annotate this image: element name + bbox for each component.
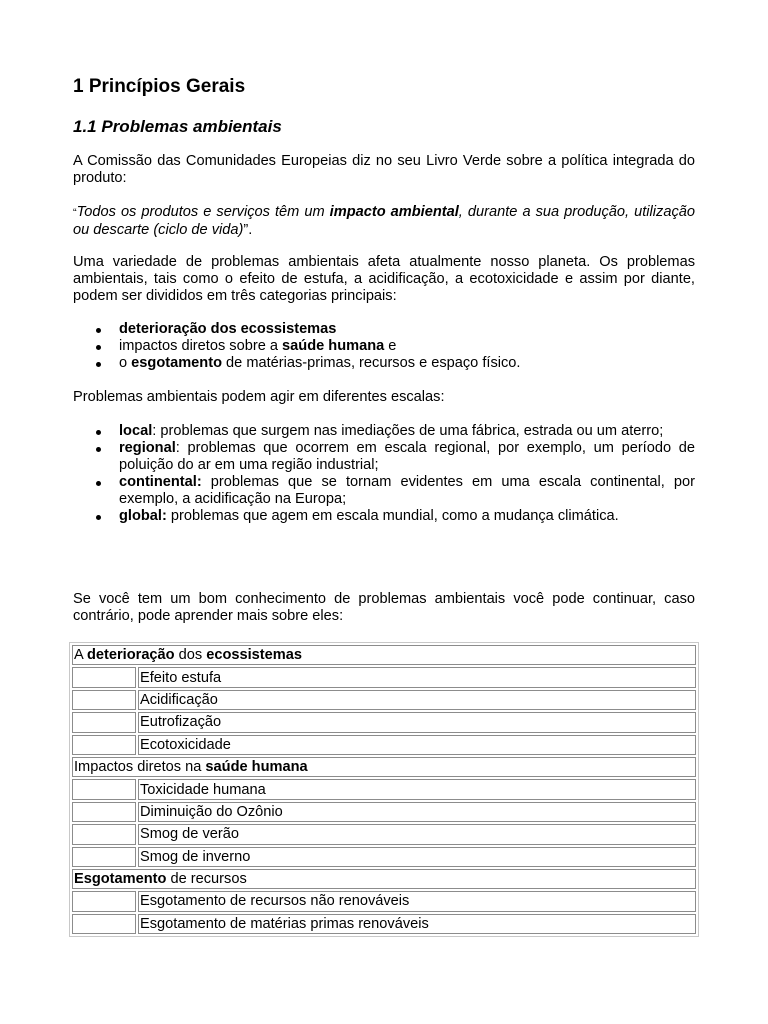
bullet-icon bbox=[96, 328, 101, 333]
scale-text: problemas que agem em escala mundial, como a mudança climática. bbox=[166, 508, 619, 524]
scale-text: : problemas que surgem nas imediações de uma fábrica, estrada ou um aterro; bbox=[152, 423, 664, 439]
bullet-icon bbox=[96, 430, 101, 435]
scale-term: local bbox=[119, 423, 153, 439]
categories-table bbox=[69, 642, 699, 937]
variety-paragraph: Uma variedade de problemas ambientais afeta atualmente nosso planeta. Os problemas ambientais, tais como o efeito de estufa, a acidificação, a ecotoxicidade e assim por diante, podem ser divididos em três categorias principais: bbox=[73, 254, 695, 304]
table-indent-cell bbox=[72, 891, 136, 911]
table-item-cell: Smog de inverno bbox=[138, 847, 696, 867]
list-item bbox=[73, 423, 695, 440]
table-row bbox=[72, 779, 696, 799]
table-indent-cell bbox=[72, 690, 136, 710]
category-bold: esgotamento bbox=[131, 355, 222, 371]
closing-paragraph: Se você tem um bom conhecimento de problemas ambientais você pode continuar, caso contrário, pode aprender mais sobre eles: bbox=[73, 591, 695, 624]
table-group-header-cell bbox=[72, 757, 696, 777]
table-group-header-cell bbox=[72, 869, 696, 889]
bullet-icon bbox=[96, 345, 101, 350]
quote-bold-term: impacto ambiental bbox=[329, 204, 459, 220]
header-text: A bbox=[74, 647, 87, 664]
table-item-cell: Efeito estufa bbox=[138, 667, 696, 687]
list-item bbox=[73, 321, 695, 338]
category-text: e bbox=[384, 338, 397, 354]
header-bold: deterioração bbox=[86, 647, 175, 664]
list-item bbox=[73, 355, 695, 372]
table-row bbox=[72, 847, 696, 867]
categories-list bbox=[73, 321, 695, 372]
table-row bbox=[72, 891, 696, 911]
scale-text: problemas que se tornam evidentes em uma escala continental, por exemplo, a acidificação na Europa; bbox=[119, 474, 695, 507]
scale-term: continental: bbox=[119, 474, 202, 490]
table-item-cell: Toxicidade humana bbox=[138, 779, 696, 799]
table-row bbox=[72, 712, 696, 732]
subsection-heading: 1.1 Problemas ambientais bbox=[73, 117, 282, 136]
table-indent-cell bbox=[72, 779, 136, 799]
list-item bbox=[73, 508, 695, 525]
quote-close-mark: ”. bbox=[243, 222, 253, 238]
table-indent-cell bbox=[72, 802, 136, 822]
header-text: Impactos diretos na bbox=[74, 759, 206, 776]
table-row bbox=[72, 667, 696, 687]
table-item-cell: Ecotoxicidade bbox=[138, 735, 696, 755]
list-item bbox=[73, 338, 695, 355]
scale-text: : problemas que ocorrem em escala regional, por exemplo, um período de poluição do ar em uma região industrial; bbox=[119, 440, 695, 473]
table-row bbox=[72, 824, 696, 844]
header-text: de recursos bbox=[166, 871, 247, 888]
list-item bbox=[73, 474, 695, 508]
bullet-icon bbox=[96, 362, 101, 367]
category-text: impactos diretos sobre a bbox=[119, 338, 283, 354]
category-bold: deterioração dos ecossistemas bbox=[119, 321, 337, 337]
bullet-icon bbox=[96, 447, 101, 452]
table-item-cell: Smog de verão bbox=[138, 824, 696, 844]
table-item-cell: Esgotamento de recursos não renováveis bbox=[138, 891, 696, 911]
quote-open-mark: “ bbox=[73, 207, 77, 219]
table-item-cell: Diminuição do Ozônio bbox=[138, 802, 696, 822]
category-text: de matérias-primas, recursos e espaço físico. bbox=[222, 355, 521, 371]
bullet-icon bbox=[96, 515, 101, 520]
table-group-header bbox=[72, 869, 696, 889]
header-bold: saúde humana bbox=[205, 759, 308, 776]
list-item bbox=[73, 440, 695, 474]
header-bold: ecossistemas bbox=[206, 647, 302, 664]
table-item-cell: Esgotamento de matérias primas renováveis bbox=[138, 914, 696, 934]
table-row bbox=[72, 735, 696, 755]
table-indent-cell bbox=[72, 847, 136, 867]
quote-text-after: , durante a sua produção, utilização ou descarte (ciclo de vida) bbox=[73, 204, 695, 238]
quote-paragraph bbox=[73, 204, 695, 239]
scale-term: global: bbox=[119, 508, 167, 524]
table-row bbox=[72, 690, 696, 710]
header-text: dos bbox=[174, 647, 207, 664]
table-row bbox=[72, 914, 696, 934]
table-group-header bbox=[72, 645, 696, 665]
table-indent-cell bbox=[72, 824, 136, 844]
category-text: o bbox=[119, 355, 132, 371]
section-heading: 1 Princípios Gerais bbox=[73, 76, 246, 97]
quote-text-before: Todos os produtos e serviços têm um bbox=[76, 204, 330, 220]
table-item-cell: Eutrofização bbox=[138, 712, 696, 732]
bullet-icon bbox=[96, 481, 101, 486]
table-indent-cell bbox=[72, 667, 136, 687]
category-bold: saúde humana bbox=[282, 338, 385, 354]
scales-intro-paragraph: Problemas ambientais podem agir em diferentes escalas: bbox=[73, 389, 445, 405]
table-indent-cell bbox=[72, 735, 136, 755]
table-group-header-cell bbox=[72, 645, 696, 665]
scales-list bbox=[73, 423, 695, 525]
table-indent-cell bbox=[72, 712, 136, 732]
header-bold: Esgotamento bbox=[74, 871, 167, 888]
scale-term: regional bbox=[119, 440, 176, 456]
table-row bbox=[72, 802, 696, 822]
table-group-header bbox=[72, 757, 696, 777]
table-indent-cell bbox=[72, 914, 136, 934]
table-item-cell: Acidificação bbox=[138, 690, 696, 710]
intro-paragraph: A Comissão das Comunidades Europeias diz no seu Livro Verde sobre a política integrada do produto: bbox=[73, 153, 695, 186]
